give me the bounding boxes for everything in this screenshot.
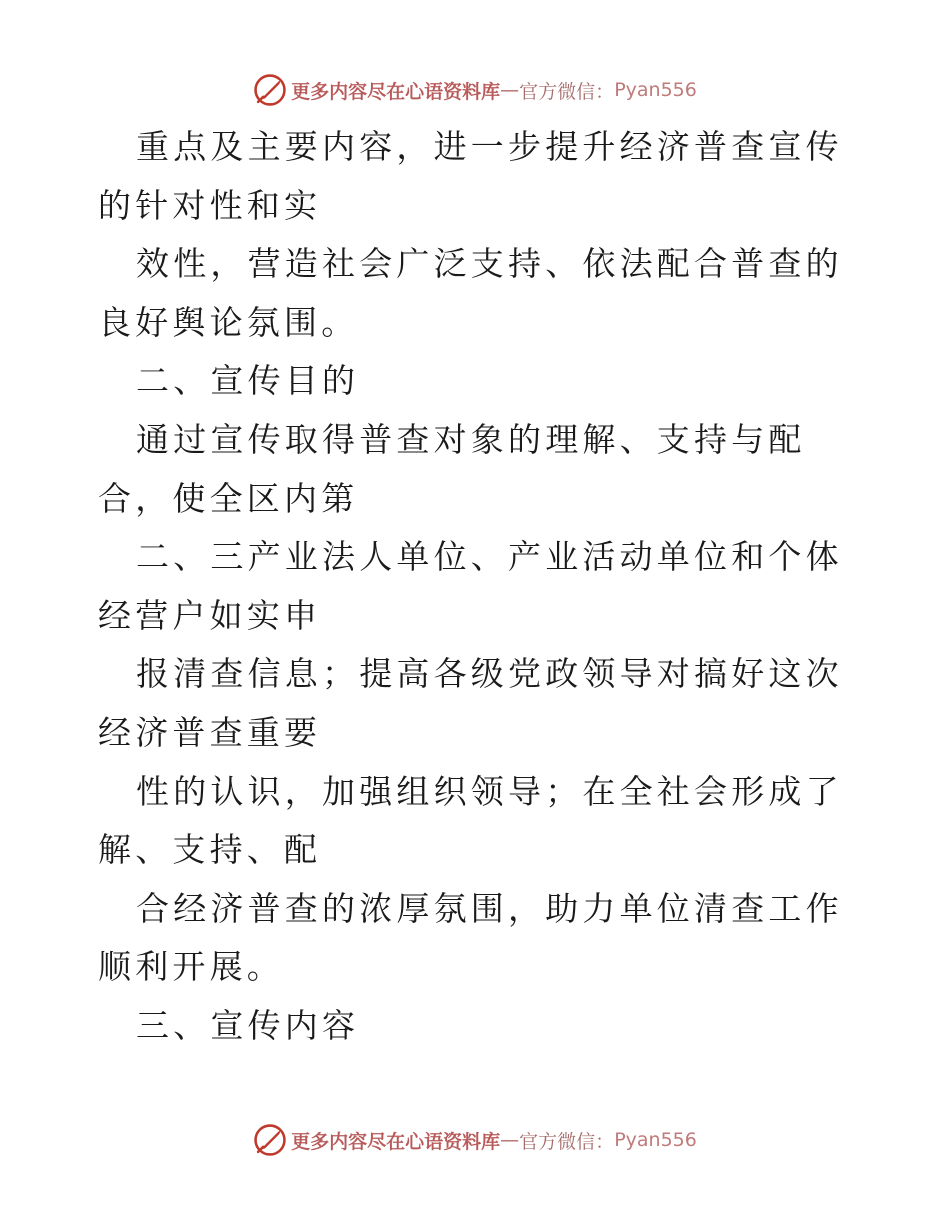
paragraph-6: 性的认识，加强组织领导；在全社会形成了解、支持、配 (98, 771, 843, 870)
paragraph-4: 二、三产业法人单位、产业活动单位和个体经营户如实申 (98, 537, 843, 635)
paragraph-1: 重点及主要内容，进一步提升经济普查宣传的针对性和实 (98, 127, 843, 225)
header-banner (0, 70, 950, 110)
paragraph-3: 通过宣传取得普查对象的理解、支持与配合，使全区内第 (98, 419, 806, 518)
feather-pen-logo-icon (253, 73, 287, 107)
footer-banner (0, 1120, 950, 1160)
footer-wechat-label: 官方微信： (519, 1130, 615, 1153)
footer-promo-text: 更多内容尽在心语资料库 (291, 1130, 501, 1153)
header-promo-text: 更多内容尽在心语资料库 (291, 80, 501, 103)
header-dash: — (500, 79, 520, 101)
header-wechat-id: Pyan556 (614, 79, 697, 101)
paragraph-5: 报清查信息；提高各级党政领导对搞好这次经济普查重要 (98, 654, 843, 752)
footer-dash: — (500, 1129, 520, 1151)
paragraph-7: 合经济普查的浓厚氛围，助力单位清查工作顺利开展。 (98, 888, 843, 987)
section-heading-content: 三、宣传内容 (136, 1005, 360, 1045)
header-wechat-label: 官方微信： (519, 80, 615, 103)
feather-pen-logo-icon (253, 1123, 287, 1157)
section-heading-purpose: 二、宣传目的 (136, 361, 360, 401)
document-body (98, 118, 858, 1056)
paragraph-2: 效性，营造社会广泛支持、依法配合普查的良好舆论氛围。 (98, 244, 843, 342)
footer-wechat-id: Pyan556 (614, 1129, 697, 1151)
